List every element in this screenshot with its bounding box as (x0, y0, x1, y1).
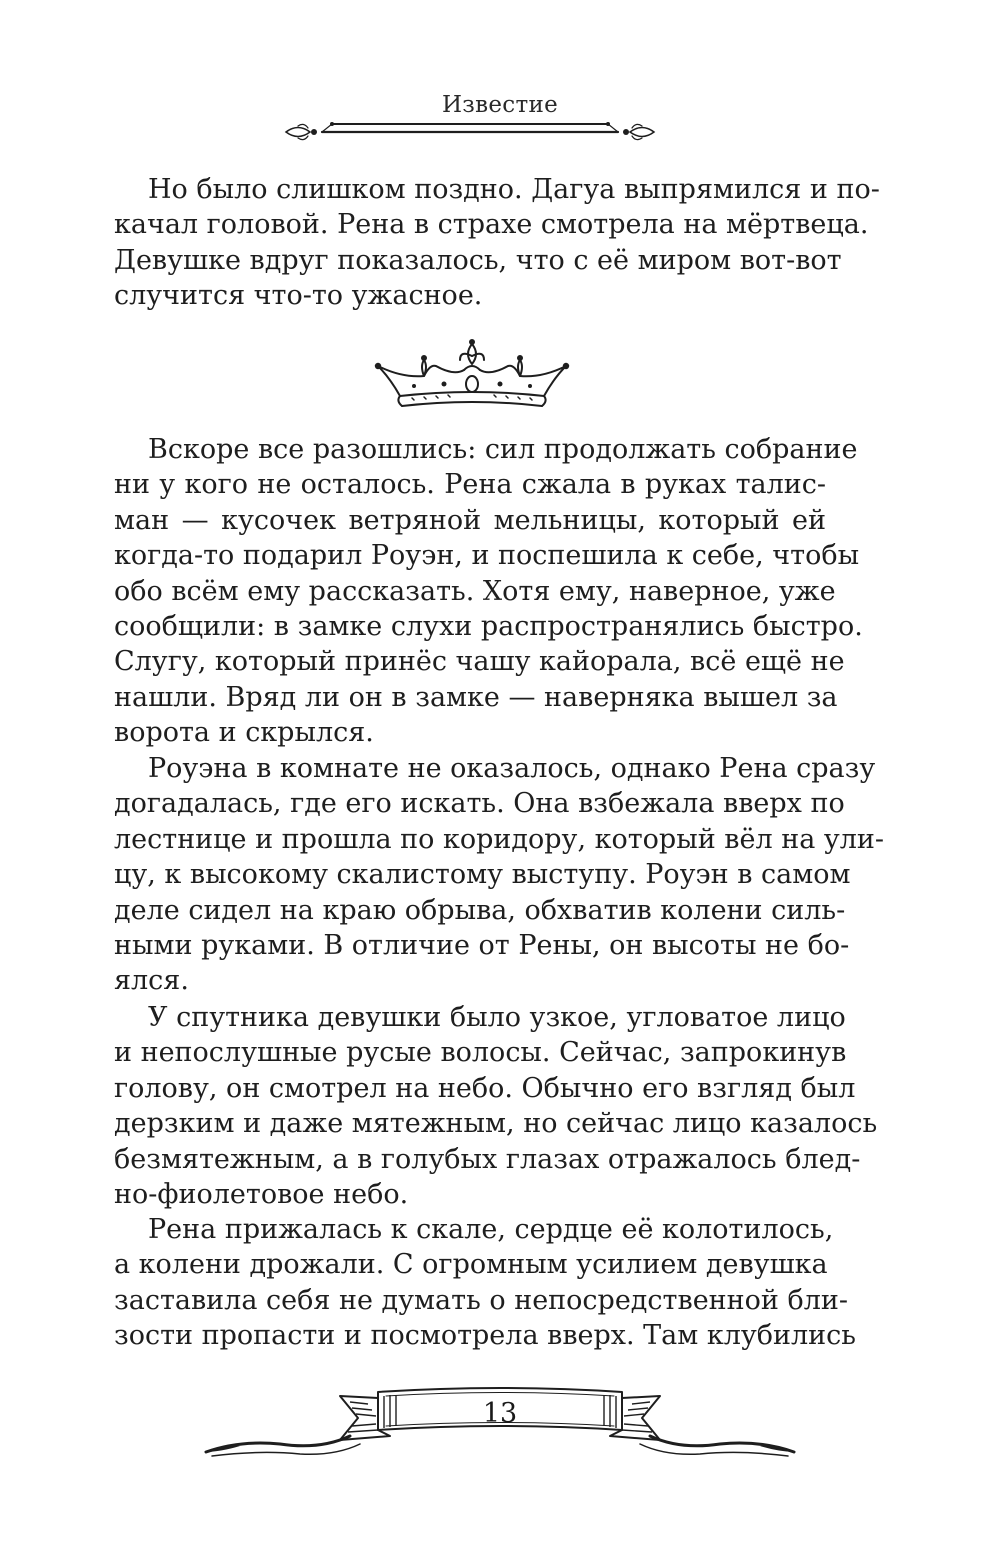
text-line: случится что-то ужасное. (114, 280, 483, 312)
running-title: Известие (441, 92, 559, 118)
text-line: лестнице и прошла по коридору, который вёл на ули- (114, 823, 885, 855)
text-line: ворота и скрылся. (114, 717, 374, 749)
text-line: нашли. Вряд ли он в замке — наверняка вышел за (114, 681, 838, 713)
paragraph-1 (114, 172, 880, 314)
text-line: Вскоре все разошлись: сил продолжать собрание (148, 434, 858, 465)
text-line: деле сидел на краю обрыва, обхватив колени силь- (114, 894, 846, 926)
text-line: заставила себя не думать о непосредственной бли- (114, 1284, 849, 1316)
text-line: Рена прижалась к скале, сердце её колотилось, (148, 1214, 834, 1245)
text-line: и непослушные русые волосы. Сейчас, запрокинув (114, 1037, 847, 1069)
text-line: а колени дрожали. С огромным усилием девушка (114, 1249, 828, 1281)
text-line: Девушке вдруг показалось, что с её миром вот-вот (114, 244, 842, 276)
text-line: Роуэна в комнате не оказалось, однако Рена сразу (148, 753, 876, 784)
text-line: ялся. (114, 965, 189, 997)
text-line: У спутника девушки было узкое, угловатое лицо (148, 1002, 846, 1033)
text-line: цу, к высокому скалистому выступу. Роуэн в самом (114, 859, 851, 891)
header-divider-ornament (284, 118, 656, 148)
text-line: ными руками. В отличие от Рены, он высоты не бо- (114, 929, 850, 961)
paragraph-4 (114, 1000, 878, 1212)
text-line: ни у кого не осталось. Рена сжала в руках талис- (114, 469, 826, 501)
text-line: качал головой. Рена в страхе смотрела на мёртвеца. (114, 209, 869, 241)
paragraph-2 (114, 432, 863, 751)
paragraph-3 (114, 751, 885, 999)
text-line: дерзким и даже мятежным, но сейчас лицо казалось (114, 1108, 878, 1140)
text-line: безмятежным, а в голубых глазах отражалось блед- (114, 1143, 861, 1175)
text-line: обо всём ему рассказать. Хотя ему, наверное, уже (114, 575, 836, 607)
page-number: 13 (482, 1398, 518, 1429)
crown-ornament (372, 336, 572, 420)
paragraph-5 (114, 1212, 856, 1354)
text-line: голову, он смотрел на небо. Обычно его взгляд был (114, 1072, 856, 1104)
text-line: сообщили: в замке слухи распространялись быстро. (114, 610, 863, 642)
text-line: Но было слишком поздно. Дагуа выпрямился и по- (148, 174, 880, 205)
text-line: Слугу, который принёс чашу кайорала, всё ещё не (114, 646, 845, 678)
text-line: но-фиолетовое небо. (114, 1178, 409, 1210)
text-line: когда-то подарил Роуэн, и поспешила к себе, чтобы (114, 540, 860, 572)
text-line: догадалась, где его искать. Она взбежала вверх по (114, 788, 845, 820)
footer-ribbon-ornament (200, 1374, 800, 1484)
text-line: зости пропасти и посмотрела вверх. Там клубились (114, 1320, 856, 1352)
text-line: ман — кусочек ветряной мельницы, который ей (114, 504, 826, 536)
